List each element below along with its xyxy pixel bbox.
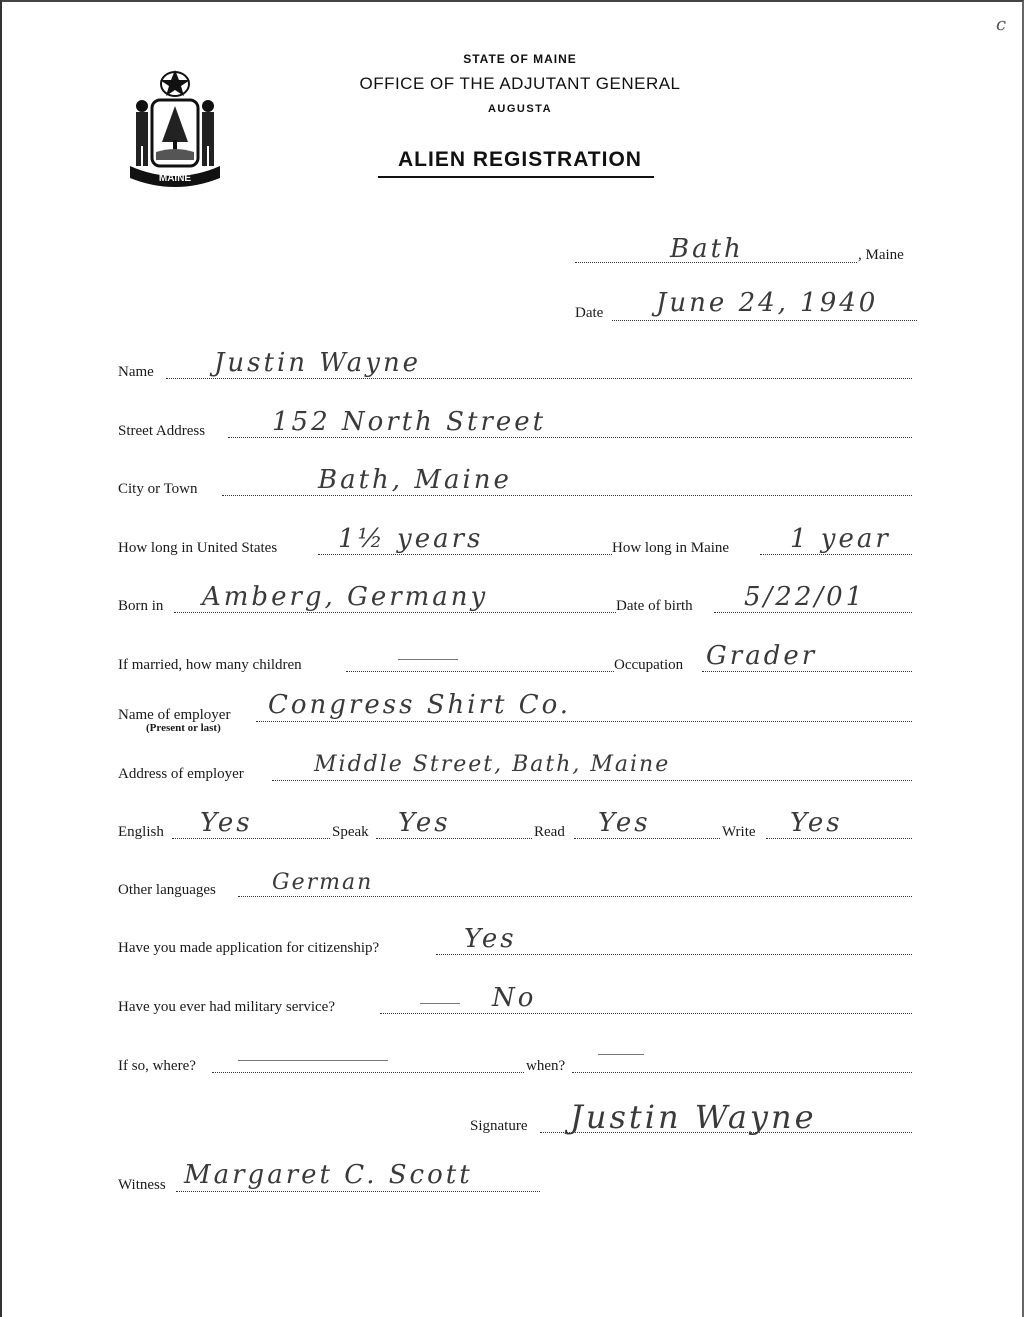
children-line	[346, 671, 614, 672]
name-value[interactable]: Justin Wayne	[214, 348, 422, 378]
military-dash	[420, 1003, 460, 1004]
write-label: Write	[722, 824, 756, 840]
header-state: STATE OF MAINE	[463, 52, 577, 66]
english-value[interactable]: Yes	[200, 808, 253, 838]
born-in-line	[174, 612, 616, 613]
date-label: Date	[575, 305, 604, 321]
employer-address-label: Address of employer	[118, 766, 244, 782]
street-address-value[interactable]: 152 North Street	[272, 407, 547, 437]
write-line	[766, 838, 912, 839]
witness-value[interactable]: Margaret C. Scott	[184, 1160, 473, 1190]
witness-line	[176, 1191, 540, 1192]
english-label: English	[118, 824, 164, 840]
seal-text: MAINE	[158, 173, 192, 184]
when-dash	[598, 1054, 644, 1055]
date-line	[612, 320, 917, 321]
children-dash	[398, 659, 458, 660]
how-long-maine-line	[760, 554, 912, 555]
street-address-line	[228, 437, 912, 438]
military-line	[380, 1013, 912, 1014]
title-underline	[378, 176, 654, 178]
header-office: OFFICE OF THE ADJUTANT GENERAL	[359, 74, 681, 93]
when-label: when?	[526, 1058, 566, 1074]
signature-label: Signature	[470, 1118, 528, 1134]
employer-name-value[interactable]: Congress Shirt Co.	[268, 690, 572, 720]
name-label: Name	[118, 364, 154, 380]
citizenship-label: Have you made application for citizenship?	[118, 940, 380, 956]
city-label: City or Town	[118, 481, 198, 497]
name-line	[166, 378, 912, 379]
other-languages-label: Other languages	[118, 882, 216, 898]
when-line	[572, 1072, 912, 1073]
date-of-birth-label: Date of birth	[616, 598, 693, 614]
speak-line	[376, 838, 532, 839]
occupation-label: Occupation	[614, 657, 684, 673]
date-of-birth-value[interactable]: 5/22/01	[744, 582, 866, 612]
street-address-label: Street Address	[118, 423, 206, 439]
occupation-value[interactable]: Grader	[706, 641, 818, 671]
state-seal-icon	[120, 62, 230, 192]
employer-name-sublabel: (Present or last)	[146, 722, 221, 734]
read-value[interactable]: Yes	[598, 808, 651, 838]
how-long-maine-value[interactable]: 1 year	[790, 524, 891, 554]
place-label: , Maine	[858, 247, 904, 263]
date-value[interactable]: June 24, 1940	[656, 288, 879, 318]
where-label: If so, where?	[118, 1058, 196, 1074]
military-label: Have you ever had military service?	[118, 999, 335, 1015]
witness-label: Witness	[118, 1177, 166, 1193]
born-in-label: Born in	[118, 598, 164, 614]
signature-value[interactable]: Justin Wayne	[570, 1098, 817, 1136]
read-label: Read	[534, 824, 565, 840]
how-long-us-label: How long in United States	[118, 540, 278, 556]
city-line	[222, 495, 912, 496]
where-dash	[238, 1060, 388, 1061]
occupation-line	[702, 671, 912, 672]
place-value[interactable]: Bath	[670, 234, 744, 264]
employer-name-line	[256, 721, 912, 722]
read-line	[574, 838, 720, 839]
write-value[interactable]: Yes	[790, 808, 843, 838]
citizenship-line	[436, 954, 912, 955]
speak-value[interactable]: Yes	[398, 808, 451, 838]
speak-label: Speak	[332, 824, 369, 840]
how-long-us-value[interactable]: 1½ years	[338, 524, 484, 554]
born-in-value[interactable]: Amberg, Germany	[202, 582, 489, 612]
citizenship-value[interactable]: Yes	[464, 924, 517, 954]
where-line	[212, 1072, 524, 1073]
city-value[interactable]: Bath, Maine	[318, 465, 512, 495]
other-languages-value[interactable]: German	[272, 870, 374, 895]
english-line	[172, 838, 330, 839]
employer-address-value[interactable]: Middle Street, Bath, Maine	[314, 752, 671, 777]
header-city: AUGUSTA	[487, 103, 553, 115]
how-long-us-line	[318, 554, 612, 555]
how-long-maine-label: How long in Maine	[612, 540, 730, 556]
other-languages-line	[238, 896, 912, 897]
date-of-birth-line	[714, 612, 912, 613]
employer-address-line	[272, 780, 912, 781]
form-title: ALIEN REGISTRATION	[398, 148, 642, 171]
employer-name-label: Name of employer	[118, 707, 231, 723]
children-label: If married, how many children	[118, 657, 302, 673]
military-value[interactable]: No	[492, 983, 537, 1013]
corner-mark: c	[996, 14, 1007, 35]
